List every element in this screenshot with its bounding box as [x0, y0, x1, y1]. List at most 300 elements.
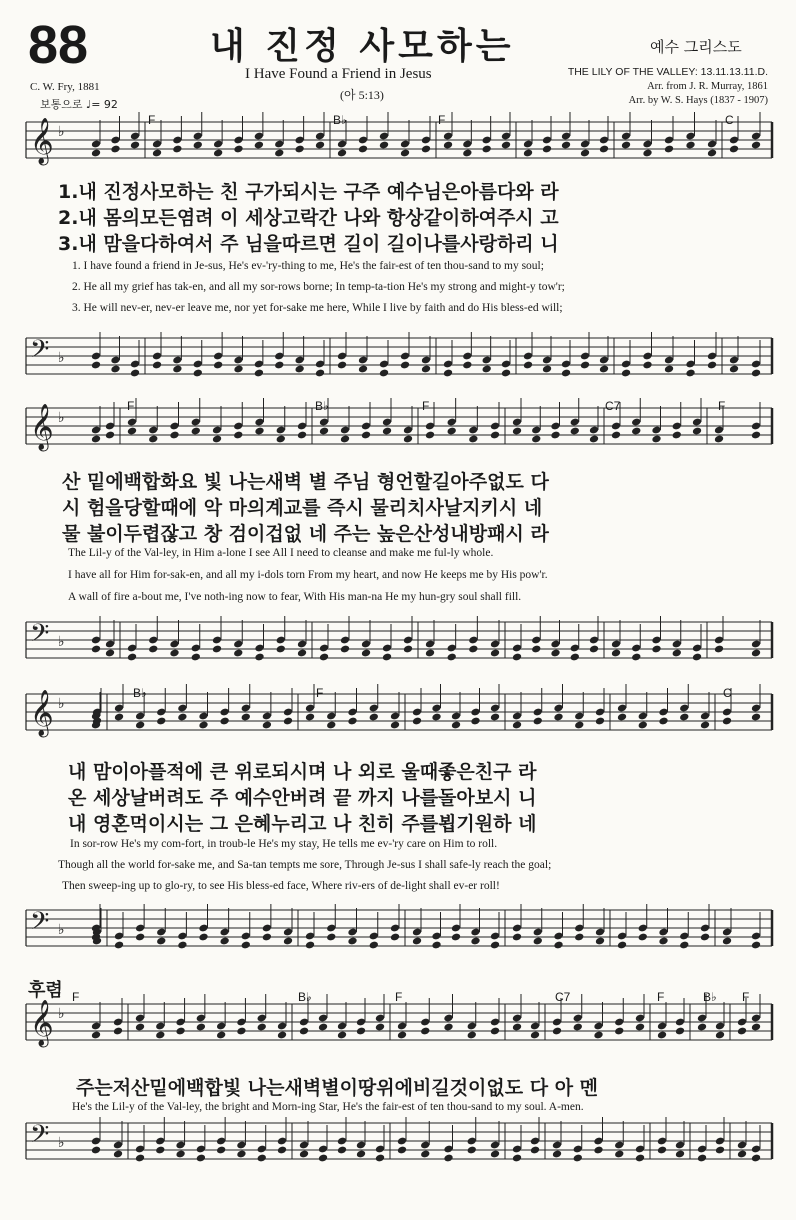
- notehead: [113, 1027, 123, 1036]
- notehead: [400, 361, 410, 370]
- notehead: [501, 369, 511, 378]
- notehead: [672, 431, 682, 440]
- english-lyric-line: He's the Lil-y of the Val-ley, the bright and Morn-ing Star, He's the fair-est of ten thou-sand to my soul. A-men.: [72, 1101, 584, 1113]
- notehead: [127, 653, 137, 662]
- notehead: [707, 149, 717, 158]
- notehead: [531, 645, 541, 654]
- scripture-reference: (아 5:13): [340, 88, 384, 102]
- notehead: [198, 721, 208, 730]
- notehead: [550, 431, 560, 440]
- notehead: [490, 649, 500, 658]
- notehead: [326, 933, 336, 942]
- notehead: [685, 141, 695, 150]
- notehead: [658, 717, 668, 726]
- notehead: [305, 713, 315, 722]
- notehead: [595, 937, 605, 946]
- notehead: [236, 1027, 246, 1036]
- notehead: [130, 141, 140, 150]
- korean-lyric-line: 물 불이두렵잖고 창 검이겁없 네 주는 높은산성내방패시 라: [62, 523, 549, 545]
- chord-label: C: [723, 686, 732, 700]
- notehead: [675, 1027, 685, 1036]
- english-lyric-line: In sor-row He's my com-fort, in troub-le He's my stay, He tells me ev-'ry care on Him to roll.: [70, 838, 498, 850]
- notehead: [685, 369, 695, 378]
- arranger-credit-1: Arr. from J. R. Murray, 1861: [647, 81, 768, 92]
- notehead: [274, 361, 284, 370]
- notehead: [91, 1146, 101, 1155]
- notehead: [573, 1154, 583, 1163]
- notehead: [657, 1031, 667, 1040]
- notehead: [152, 361, 162, 370]
- notehead: [193, 141, 203, 150]
- chord-label: C7: [605, 399, 621, 413]
- refrain-label: 후렴: [28, 980, 63, 1001]
- notehead: [447, 653, 457, 662]
- notehead: [193, 369, 203, 378]
- notehead: [635, 1023, 645, 1032]
- chord-label: F: [742, 990, 750, 1004]
- notehead: [707, 361, 717, 370]
- notehead: [599, 145, 609, 154]
- notehead: [443, 1154, 453, 1163]
- notehead: [347, 717, 357, 726]
- korean-lyric-line: 시 험을당할때에 악 마의계교를 즉시 물리치사날지키시 네: [62, 497, 543, 519]
- notehead: [254, 141, 264, 150]
- notehead: [369, 713, 379, 722]
- key-flat-icon: ♭: [58, 124, 65, 140]
- notehead: [110, 365, 120, 374]
- notehead: [553, 713, 563, 722]
- notehead: [692, 427, 702, 436]
- chord-label: B♭: [298, 990, 312, 1004]
- notehead: [617, 941, 627, 950]
- notehead: [574, 933, 584, 942]
- key-flat-icon: ♭: [58, 350, 65, 366]
- notehead: [358, 365, 368, 374]
- notehead: [470, 717, 480, 726]
- english-lyric-line: The Lil-y of the Val-ley, in Him a-lone I see All I need to cleanse and make me ful-ly whole.: [68, 547, 494, 559]
- notehead: [375, 1154, 385, 1163]
- notehead: [638, 933, 648, 942]
- notehead: [533, 717, 543, 726]
- english-title: I Have Found a Friend in Jesus: [245, 66, 432, 82]
- chord-label: C: [725, 113, 734, 127]
- chord-label: F: [657, 990, 665, 1004]
- notehead: [501, 141, 511, 150]
- notehead: [431, 713, 441, 722]
- notehead: [621, 141, 631, 150]
- notehead: [361, 649, 371, 658]
- korean-lyric-line: 2.내 몸의모든염려 이 세상고락간 나와 항상같이하여주시 고: [58, 207, 559, 229]
- notehead: [737, 1027, 747, 1036]
- korean-lyric-line: 3.내 맘을다하여서 주 님을따르면 길이 길이나를사랑하리 니: [58, 233, 559, 255]
- chord-label: F: [438, 113, 446, 127]
- notehead: [175, 1150, 185, 1159]
- notehead: [113, 1150, 123, 1159]
- notehead: [593, 1031, 603, 1040]
- bass-clef-icon: 𝄢: [30, 619, 50, 654]
- notehead: [675, 1150, 685, 1159]
- notehead: [172, 365, 182, 374]
- chord-label: F: [718, 399, 726, 413]
- korean-lyric-line: 내 영혼먹이시는 그 은혜누리고 나 친히 주를뵙기원하 네: [68, 813, 537, 835]
- notehead: [177, 713, 187, 722]
- notehead: [512, 653, 522, 662]
- notehead: [326, 721, 336, 730]
- notehead: [421, 365, 431, 374]
- notehead: [751, 941, 761, 950]
- notehead: [257, 1154, 267, 1163]
- korean-lyric-line: 주는저산밑에백합빛 나는새벽별이땅위에비길것이없도 다 아 멘: [76, 1077, 599, 1099]
- notehead: [697, 1154, 707, 1163]
- notehead: [462, 361, 472, 370]
- notehead: [400, 149, 410, 158]
- notehead: [91, 361, 101, 370]
- notehead: [631, 427, 641, 436]
- english-lyric-line: Then sweep-ing up to glo-ry, to see His bless-ed face, Where riv-ers of de-light shall ev-er roll!: [62, 880, 500, 892]
- notehead: [611, 649, 621, 658]
- notehead: [447, 427, 457, 436]
- notehead: [219, 717, 229, 726]
- notehead: [512, 427, 522, 436]
- notehead: [135, 933, 145, 942]
- notehead: [216, 1031, 226, 1040]
- key-flat-icon: ♭: [58, 1006, 65, 1022]
- notehead: [397, 1031, 407, 1040]
- notehead: [700, 721, 710, 730]
- treble-clef-icon: 𝄞: [30, 1000, 54, 1046]
- chord-label: B♭: [133, 686, 147, 700]
- notehead: [420, 1150, 430, 1159]
- notehead: [468, 435, 478, 444]
- notehead: [91, 435, 101, 444]
- notehead: [715, 1031, 725, 1040]
- notehead: [512, 1154, 522, 1163]
- author-credit: C. W. Fry, 1881: [30, 81, 100, 93]
- notehead: [595, 717, 605, 726]
- notehead: [443, 141, 453, 150]
- notehead: [552, 1150, 562, 1159]
- notehead: [580, 361, 590, 370]
- notehead: [751, 1023, 761, 1032]
- notehead: [751, 141, 761, 150]
- notehead: [276, 435, 286, 444]
- notehead: [283, 937, 293, 946]
- notehead: [523, 149, 533, 158]
- bass-clef-icon: 𝄢: [30, 335, 50, 370]
- notehead: [658, 937, 668, 946]
- notehead: [570, 653, 580, 662]
- notehead: [714, 435, 724, 444]
- notehead: [397, 1146, 407, 1155]
- key-flat-icon: ♭: [58, 922, 65, 938]
- notehead: [700, 933, 710, 942]
- tune-name: THE LILY OF THE VALLEY: 13.11.13.11.D.: [567, 66, 768, 78]
- notehead: [148, 435, 158, 444]
- notehead: [714, 645, 724, 654]
- notehead: [213, 361, 223, 370]
- notehead: [169, 431, 179, 440]
- notehead: [155, 1031, 165, 1040]
- notehead: [130, 369, 140, 378]
- arranger-credit-2: Arr. by W. S. Hays (1837 - 1907): [628, 95, 768, 106]
- notehead: [574, 721, 584, 730]
- notehead: [337, 149, 347, 158]
- notehead: [664, 145, 674, 154]
- notehead: [467, 1031, 477, 1040]
- notehead: [561, 141, 571, 150]
- treble-clef-icon: 𝄞: [30, 690, 54, 736]
- notehead: [467, 1146, 477, 1155]
- notehead: [91, 645, 101, 654]
- notehead: [512, 1023, 522, 1032]
- notehead: [169, 649, 179, 658]
- notehead: [212, 435, 222, 444]
- notehead: [751, 1154, 761, 1163]
- notehead: [233, 431, 243, 440]
- notehead: [156, 937, 166, 946]
- treble-clef-icon: 𝄞: [30, 404, 54, 450]
- notehead: [337, 361, 347, 370]
- notehead: [233, 145, 243, 154]
- category-label: 예수 그리스도: [650, 38, 742, 56]
- notehead: [482, 365, 492, 374]
- notehead: [135, 1154, 145, 1163]
- notehead: [751, 713, 761, 722]
- notehead: [533, 937, 543, 946]
- notehead: [737, 1150, 747, 1159]
- notehead: [552, 1027, 562, 1036]
- notehead: [172, 145, 182, 154]
- notehead: [198, 933, 208, 942]
- notehead: [443, 1023, 453, 1032]
- notehead: [490, 713, 500, 722]
- notehead: [299, 1150, 309, 1159]
- notehead: [589, 645, 599, 654]
- key-flat-icon: ♭: [58, 1135, 65, 1151]
- notehead: [470, 937, 480, 946]
- notehead: [531, 435, 541, 444]
- notehead: [635, 1154, 645, 1163]
- notehead: [729, 365, 739, 374]
- notehead: [127, 427, 137, 436]
- notehead: [257, 1023, 267, 1032]
- notehead: [679, 941, 689, 950]
- notehead: [550, 649, 560, 658]
- english-lyric-line: 2. He all my grief has tak-en, and all my sor-rows borne; In temp-ta-tion He's my strong and might-y tow'r;: [72, 281, 565, 293]
- notehead: [356, 1027, 366, 1036]
- notehead: [219, 937, 229, 946]
- notehead: [110, 145, 120, 154]
- notehead: [403, 435, 413, 444]
- notehead: [305, 941, 315, 950]
- notehead: [196, 1023, 206, 1032]
- notehead: [614, 1027, 624, 1036]
- notehead: [91, 149, 101, 158]
- chord-label: B♭: [315, 399, 329, 413]
- notehead: [589, 435, 599, 444]
- english-lyric-line: I have all for Him for-sak-en, and all my i-dols torn From my heart, and now He keeps me by His pow'r.: [68, 569, 548, 581]
- notehead: [412, 717, 422, 726]
- english-lyric-line: A wall of fire a-bout me, I've noth-ing now to fear, With His man-na He my hun-gry soul shall fill.: [68, 591, 522, 603]
- notehead: [379, 369, 389, 378]
- notehead: [340, 435, 350, 444]
- notehead: [390, 933, 400, 942]
- notehead: [729, 145, 739, 154]
- notehead: [105, 649, 115, 658]
- notehead: [356, 1150, 366, 1159]
- notehead: [175, 1027, 185, 1036]
- notehead: [135, 1023, 145, 1032]
- notehead: [672, 649, 682, 658]
- korean-lyric-line: 내 맘이아플적에 큰 위로되시며 나 외로 울때좋은친구 라: [68, 761, 537, 783]
- notehead: [361, 431, 371, 440]
- notehead: [241, 713, 251, 722]
- notehead: [297, 649, 307, 658]
- notehead: [196, 1154, 206, 1163]
- notehead: [403, 645, 413, 654]
- chord-label: C7: [555, 990, 571, 1004]
- bass-clef-icon: 𝄢: [30, 1120, 50, 1155]
- notehead: [254, 653, 264, 662]
- chord-label: F: [72, 990, 80, 1004]
- notehead: [340, 645, 350, 654]
- notehead: [580, 149, 590, 158]
- notehead: [530, 1031, 540, 1040]
- notehead: [599, 365, 609, 374]
- chord-label: B♭: [703, 990, 717, 1004]
- english-lyric-line: 1. I have found a friend in Je-sus, He's ev-'ry-thing to me, He's the fair-est of ten thou-sand to my soul;: [72, 260, 544, 272]
- notehead: [233, 365, 243, 374]
- notehead: [638, 721, 648, 730]
- english-lyric-line: 3. He will nev-er, nev-er leave me, nor yet for-sake me here, While I live by faith and do His bless-ed will;: [72, 302, 563, 314]
- notehead: [315, 369, 325, 378]
- tempo-marking: 보통으로 ♩= 92: [40, 98, 118, 111]
- notehead: [751, 369, 761, 378]
- notehead: [617, 713, 627, 722]
- notehead: [276, 645, 286, 654]
- notehead: [337, 1146, 347, 1155]
- notehead: [155, 1146, 165, 1155]
- notehead: [542, 365, 552, 374]
- notehead: [114, 713, 124, 722]
- notehead: [297, 431, 307, 440]
- notehead: [421, 145, 431, 154]
- notehead: [530, 1146, 540, 1155]
- notehead: [318, 1154, 328, 1163]
- notehead: [382, 427, 392, 436]
- notehead: [642, 361, 652, 370]
- chord-label: F: [148, 113, 156, 127]
- notehead: [553, 941, 563, 950]
- notehead: [490, 941, 500, 950]
- notehead: [294, 145, 304, 154]
- notehead: [651, 435, 661, 444]
- notehead: [318, 1023, 328, 1032]
- treble-clef-icon: 𝄞: [30, 118, 54, 164]
- notehead: [299, 1027, 309, 1036]
- notehead: [451, 933, 461, 942]
- notehead: [679, 713, 689, 722]
- chord-label: F: [127, 399, 135, 413]
- notehead: [262, 721, 272, 730]
- notehead: [451, 721, 461, 730]
- notehead: [347, 937, 357, 946]
- notehead: [692, 653, 702, 662]
- notehead: [425, 431, 435, 440]
- notehead: [468, 645, 478, 654]
- hymn-number: 88: [28, 15, 89, 75]
- notehead: [382, 653, 392, 662]
- notehead: [412, 937, 422, 946]
- notehead: [375, 1023, 385, 1032]
- notehead: [722, 717, 732, 726]
- notehead: [152, 149, 162, 158]
- notehead: [233, 649, 243, 658]
- notehead: [443, 369, 453, 378]
- notehead: [512, 933, 522, 942]
- notehead: [651, 645, 661, 654]
- notehead: [216, 1146, 226, 1155]
- notehead: [358, 145, 368, 154]
- chord-label: B♭: [333, 113, 347, 127]
- notehead: [490, 1027, 500, 1036]
- notehead: [114, 941, 124, 950]
- notehead: [274, 149, 284, 158]
- notehead: [664, 365, 674, 374]
- notehead: [135, 721, 145, 730]
- notehead: [697, 1023, 707, 1032]
- notehead: [337, 1031, 347, 1040]
- notehead: [542, 145, 552, 154]
- key-flat-icon: ♭: [58, 696, 65, 712]
- notehead: [621, 369, 631, 378]
- notehead: [254, 427, 264, 436]
- notehead: [319, 427, 329, 436]
- notehead: [593, 1146, 603, 1155]
- notehead: [91, 1031, 101, 1040]
- notehead: [657, 1146, 667, 1155]
- notehead: [490, 431, 500, 440]
- korean-title: 내 진정 사모하는: [210, 26, 515, 67]
- notehead: [573, 1023, 583, 1032]
- notehead: [425, 649, 435, 658]
- notehead: [105, 431, 115, 440]
- notehead: [379, 141, 389, 150]
- korean-lyric-line: 1.내 진정사모하는 친 구가되시는 구주 예수님은아름다와 라: [58, 181, 559, 203]
- notehead: [283, 717, 293, 726]
- korean-lyric-line: 산 밑에백합화요 빛 나는새벽 별 주님 형언할길아주없도 다: [62, 471, 549, 493]
- bass-clef-icon: 𝄢: [30, 907, 50, 942]
- notehead: [390, 721, 400, 730]
- notehead: [315, 141, 325, 150]
- notehead: [722, 937, 732, 946]
- notehead: [277, 1146, 287, 1155]
- notehead: [462, 149, 472, 158]
- english-lyric-line: Though all the world for-sake me, and Sa-tan tempts me sore, Through Je-sus I shall safe-ly reach the goal;: [58, 859, 552, 871]
- notehead: [611, 431, 621, 440]
- notehead: [236, 1150, 246, 1159]
- notehead: [319, 653, 329, 662]
- notehead: [512, 721, 522, 730]
- notehead: [490, 1150, 500, 1159]
- notehead: [523, 361, 533, 370]
- notehead: [570, 427, 580, 436]
- notehead: [262, 933, 272, 942]
- chord-label: F: [395, 990, 403, 1004]
- notehead: [191, 427, 201, 436]
- notehead: [751, 431, 761, 440]
- notehead: [561, 369, 571, 378]
